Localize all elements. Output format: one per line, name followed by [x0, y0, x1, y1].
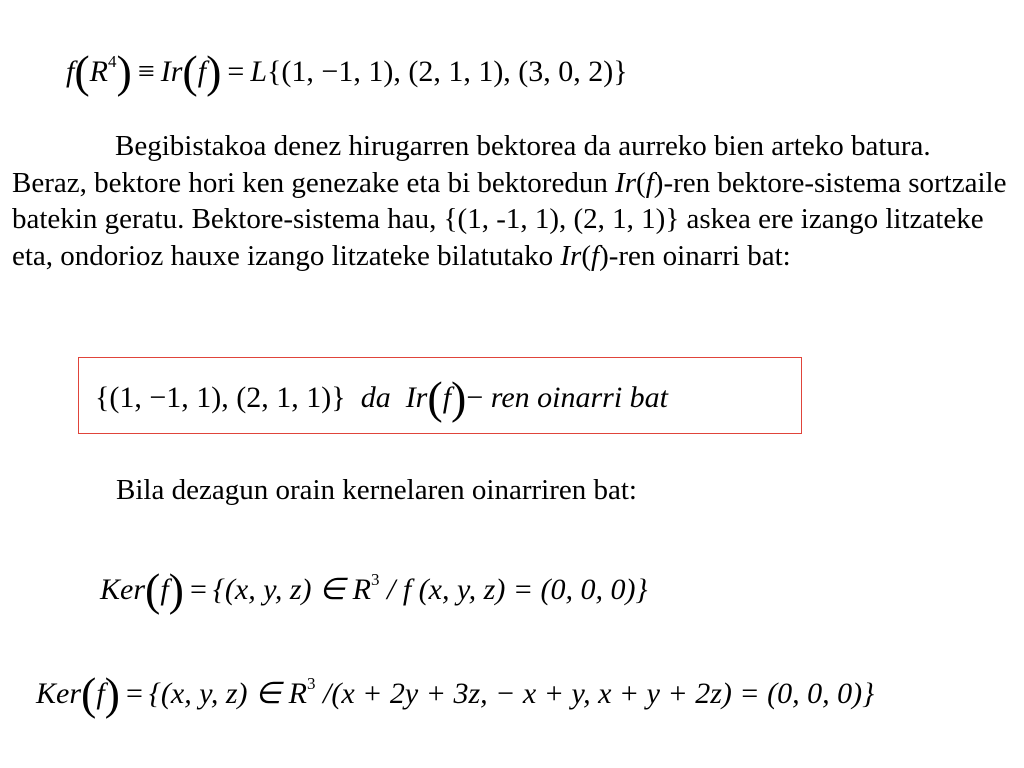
equals-sign: = [126, 677, 143, 710]
vector-set: {(1, −1, 1), (2, 1, 1), (3, 0, 2)} [267, 55, 628, 88]
kernel-definition-equation [100, 560, 648, 615]
space-symbol: R [89, 55, 108, 88]
set-builder-open: {(x, y, z) ∈ R [148, 677, 308, 710]
kernel-intro-text: Bila dezagun orain kernelaren oinarriren bat: [116, 474, 637, 506]
paragraph-text-1: Begibistakoa denez hirugarren bektorea da aurreko bien arteko batura. Beraz, bektore hori ken genezake eta bi bektoredun [12, 130, 931, 199]
f-argument: f [197, 55, 207, 88]
f-inline: f [591, 239, 600, 272]
paren-open-inline: ( [581, 239, 591, 272]
linear-system-condition: /(x + 2y + 3z, − x + y, x + y + 2z) = (0, 0, 0)} [315, 677, 875, 710]
set-builder-open: {(x, y, z) ∈ R [212, 573, 372, 606]
close-paren: ) [168, 564, 184, 615]
kernel-symbol: Ker [100, 573, 145, 606]
f-inline: f [645, 166, 654, 199]
kernel-system-equation [36, 664, 875, 719]
f-argument: f [160, 573, 169, 606]
close-paren: ) [116, 46, 132, 97]
image-symbol: Ir [160, 55, 183, 88]
open-paren: ( [145, 564, 161, 615]
space-exponent: 3 [371, 570, 380, 589]
open-paren: ( [81, 668, 97, 719]
image-symbol-inline: Ir [560, 239, 582, 272]
span-symbol: L [250, 55, 268, 88]
open-paren: ( [182, 46, 198, 97]
equals-sign: = [227, 55, 245, 88]
open-paren: ( [74, 46, 90, 97]
minus-sign: − [466, 381, 484, 414]
set-builder-condition: / f (x, y, z) = (0, 0, 0)} [379, 573, 648, 606]
paren-close-inline: ) [599, 239, 609, 272]
f-symbol: f [66, 55, 75, 88]
close-paren: ) [206, 46, 222, 97]
f-argument: f [96, 677, 105, 710]
basis-vector-set: {(1, −1, 1), (2, 1, 1)} [95, 381, 346, 414]
equiv-sign: ≡ [137, 55, 155, 88]
image-symbol: Ir [405, 381, 428, 414]
paren-open-inline: ( [636, 166, 646, 199]
paren-close-inline: ) [653, 166, 664, 199]
paragraph-text-3: -ren oinarri bat: [608, 239, 791, 272]
f-argument: f [442, 381, 452, 414]
kernel-symbol: Ker [36, 677, 81, 710]
space-exponent: 4 [108, 52, 117, 71]
space-exponent: 3 [307, 674, 316, 693]
open-paren: ( [427, 372, 443, 423]
explanation-paragraph [12, 128, 1012, 274]
equals-sign: = [190, 573, 207, 606]
paragraph-text-2: -ren bektore-sistema sortzaile batekin geratu. Bektore-sistema hau, {(1, -1, 1), (2, 1, 1)} askea ere izango litzateke eta, ondorioz hauxe izango litzateke bilatutako [12, 166, 1007, 272]
da-word: da [360, 381, 391, 414]
basis-result-equation [95, 372, 669, 423]
close-paren: ) [104, 668, 120, 719]
basis-caption: ren oinarri bat [490, 381, 669, 414]
image-symbol-inline: Ir [615, 166, 637, 199]
close-paren: ) [451, 372, 467, 423]
image-definition-equation [66, 42, 628, 97]
